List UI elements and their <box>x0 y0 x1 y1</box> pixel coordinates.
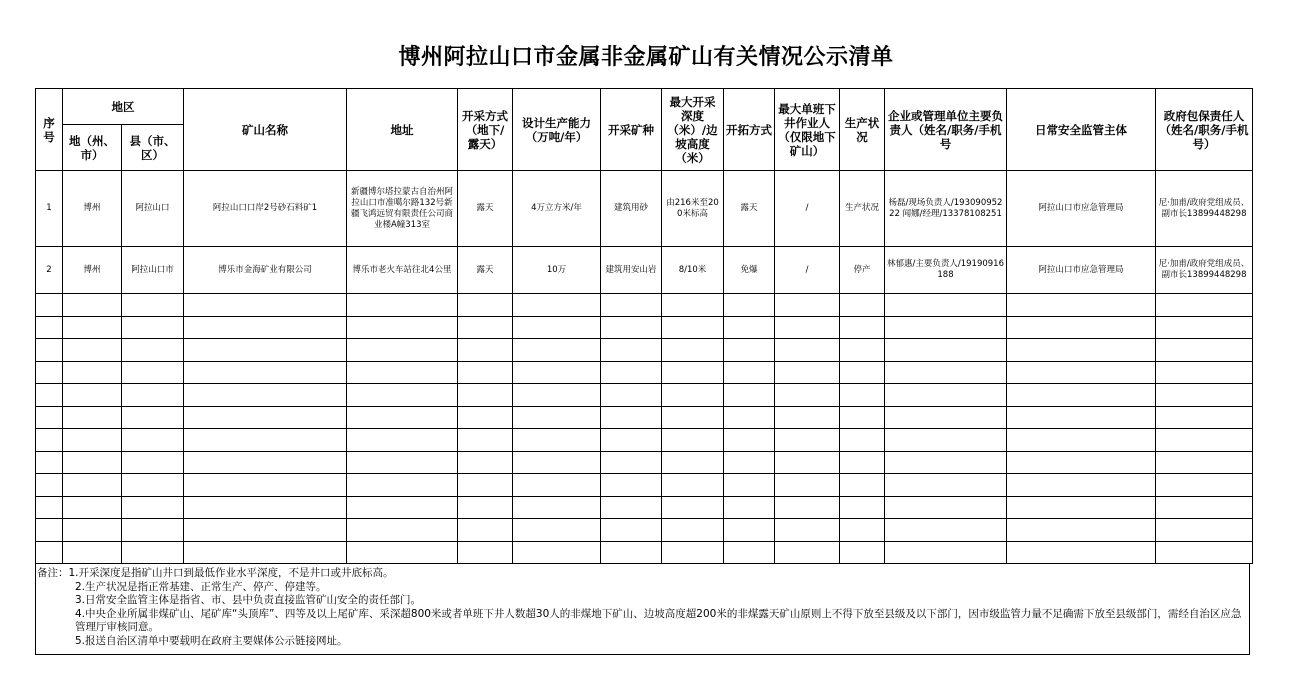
empty-row <box>36 541 1253 564</box>
cell-county: 阿拉山口 <box>122 171 184 247</box>
header-depth: 最大开采深度（米）/边坡高度（米） <box>662 89 724 171</box>
table-row <box>36 171 1253 247</box>
cell-development: 露天 <box>724 171 775 247</box>
header-row-1 <box>36 89 1253 125</box>
empty-row <box>36 496 1253 519</box>
cell-mineral: 建筑用安山岩 <box>601 247 662 294</box>
cell-development: 免爆 <box>724 247 775 294</box>
cell-mineral: 建筑用砂 <box>601 171 662 247</box>
remarks-section <box>35 564 1250 655</box>
table-row <box>36 247 1253 294</box>
cell-county: 阿拉山口市 <box>122 247 184 294</box>
header-region: 地区 <box>63 89 184 125</box>
cell-gov-contact: 尼·加甫/政府党组成员、副市长13899448298 <box>1156 171 1253 247</box>
page-title: 博州阿拉山口市金属非金属矿山有关情况公示清单 <box>398 44 894 70</box>
cell-status: 停产 <box>840 247 885 294</box>
header-address: 地址 <box>347 89 458 171</box>
cell-supervisor: 阿拉山口市应急管理局 <box>1007 247 1156 294</box>
empty-row <box>36 294 1253 317</box>
cell-responsible: 杨磊/现场负责人/19309095222 闻娜/经理/13378108251 <box>885 171 1007 247</box>
remark-line-3: 3.日常安全监管主体是指省、市、县中负责直接监管矿山安全的责任部门。 <box>75 594 422 606</box>
cell-shift-workers: / <box>775 247 840 294</box>
header-county: 县（市、区） <box>122 125 184 171</box>
header-prefecture: 地（州、市） <box>63 125 122 171</box>
empty-row <box>36 429 1253 452</box>
header-status: 生产状况 <box>840 89 885 171</box>
header-mining-method: 开采方式（地下/露天） <box>458 89 513 171</box>
header-responsible: 企业或管理单位主要负责人（姓名/职务/手机号 <box>885 89 1007 171</box>
cell-responsible: 林郁惠/主要负责人/19190916188 <box>885 247 1007 294</box>
header-gov-contact: 政府包保责任人（姓名/职务/手机号） <box>1156 89 1253 171</box>
header-mineral: 开采矿种 <box>601 89 662 171</box>
remark-line-2: 2.生产状况是指正常基建、正常生产、停产、停建等。 <box>75 580 327 593</box>
cell-mine-name: 阿拉山口口岸2号砂石料矿1 <box>184 171 347 247</box>
cell-capacity: 4万立方米/年 <box>513 171 601 247</box>
cell-supervisor: 阿拉山口市应急管理局 <box>1007 171 1156 247</box>
header-supervisor: 日常安全监管主体 <box>1007 89 1156 171</box>
remark-line-5: 5.报送自治区清单中要载明在政府主要媒体公示链接网址。 <box>75 634 348 647</box>
cell-gov-contact: 尼·加甫/政府党组成员、副市长13899448298 <box>1156 247 1253 294</box>
cell-prefecture: 博州 <box>63 171 122 247</box>
empty-row <box>36 406 1253 429</box>
cell-mining-method: 露天 <box>458 171 513 247</box>
cell-prefecture: 博州 <box>63 247 122 294</box>
mine-list-table <box>35 88 1253 564</box>
header-mine-name: 矿山名称 <box>184 89 347 171</box>
cell-mining-method: 露天 <box>458 247 513 294</box>
cell-address: 博乐市老火车站往北4公里 <box>347 247 458 294</box>
empty-row <box>36 316 1253 339</box>
empty-row <box>36 519 1253 542</box>
cell-depth: 8/10米 <box>662 247 724 294</box>
cell-seq: 1 <box>36 171 63 247</box>
empty-row <box>36 474 1253 497</box>
remark-line-4: 4.中央企业所属非煤矿山、尾矿库“头顶库”、四等及以上尾矿库、采深超800米或者单班下井人数超30人的非煤地下矿山、边坡高度超200米的非煤露天矿山原则上不得下放至县级及以下部门，因市级监管力量不足确需下放至县级部门，需经自治区应急管理厅审核同意。 <box>75 607 1242 633</box>
header-seq: 序号 <box>36 89 63 171</box>
cell-status: 生产状况 <box>840 171 885 247</box>
cell-depth: 由216米至200米标高 <box>662 171 724 247</box>
header-shift-workers: 最大单班下井作业人（仅限地下矿山） <box>775 89 840 171</box>
remark-line-1: 1.开采深度是指矿山井口到最低作业水平深度，不是井口或井底标高。 <box>68 567 394 579</box>
header-capacity: 设计生产能力（万吨/年） <box>513 89 601 171</box>
empty-row <box>36 361 1253 384</box>
cell-seq: 2 <box>36 247 63 294</box>
cell-capacity: 10万 <box>513 247 601 294</box>
cell-address: 新疆博尔塔拉蒙古自治州阿拉山口市准噶尔路132号新疆飞鸿远贸有限责任公司商业楼A幢313室 <box>347 171 458 247</box>
cell-mine-name: 博乐市金海矿业有限公司 <box>184 247 347 294</box>
empty-row <box>36 339 1253 362</box>
cell-shift-workers: / <box>775 171 840 247</box>
empty-row <box>36 451 1253 474</box>
remarks-label: 备注： <box>37 567 69 579</box>
header-development: 开拓方式 <box>724 89 775 171</box>
empty-row <box>36 384 1253 407</box>
